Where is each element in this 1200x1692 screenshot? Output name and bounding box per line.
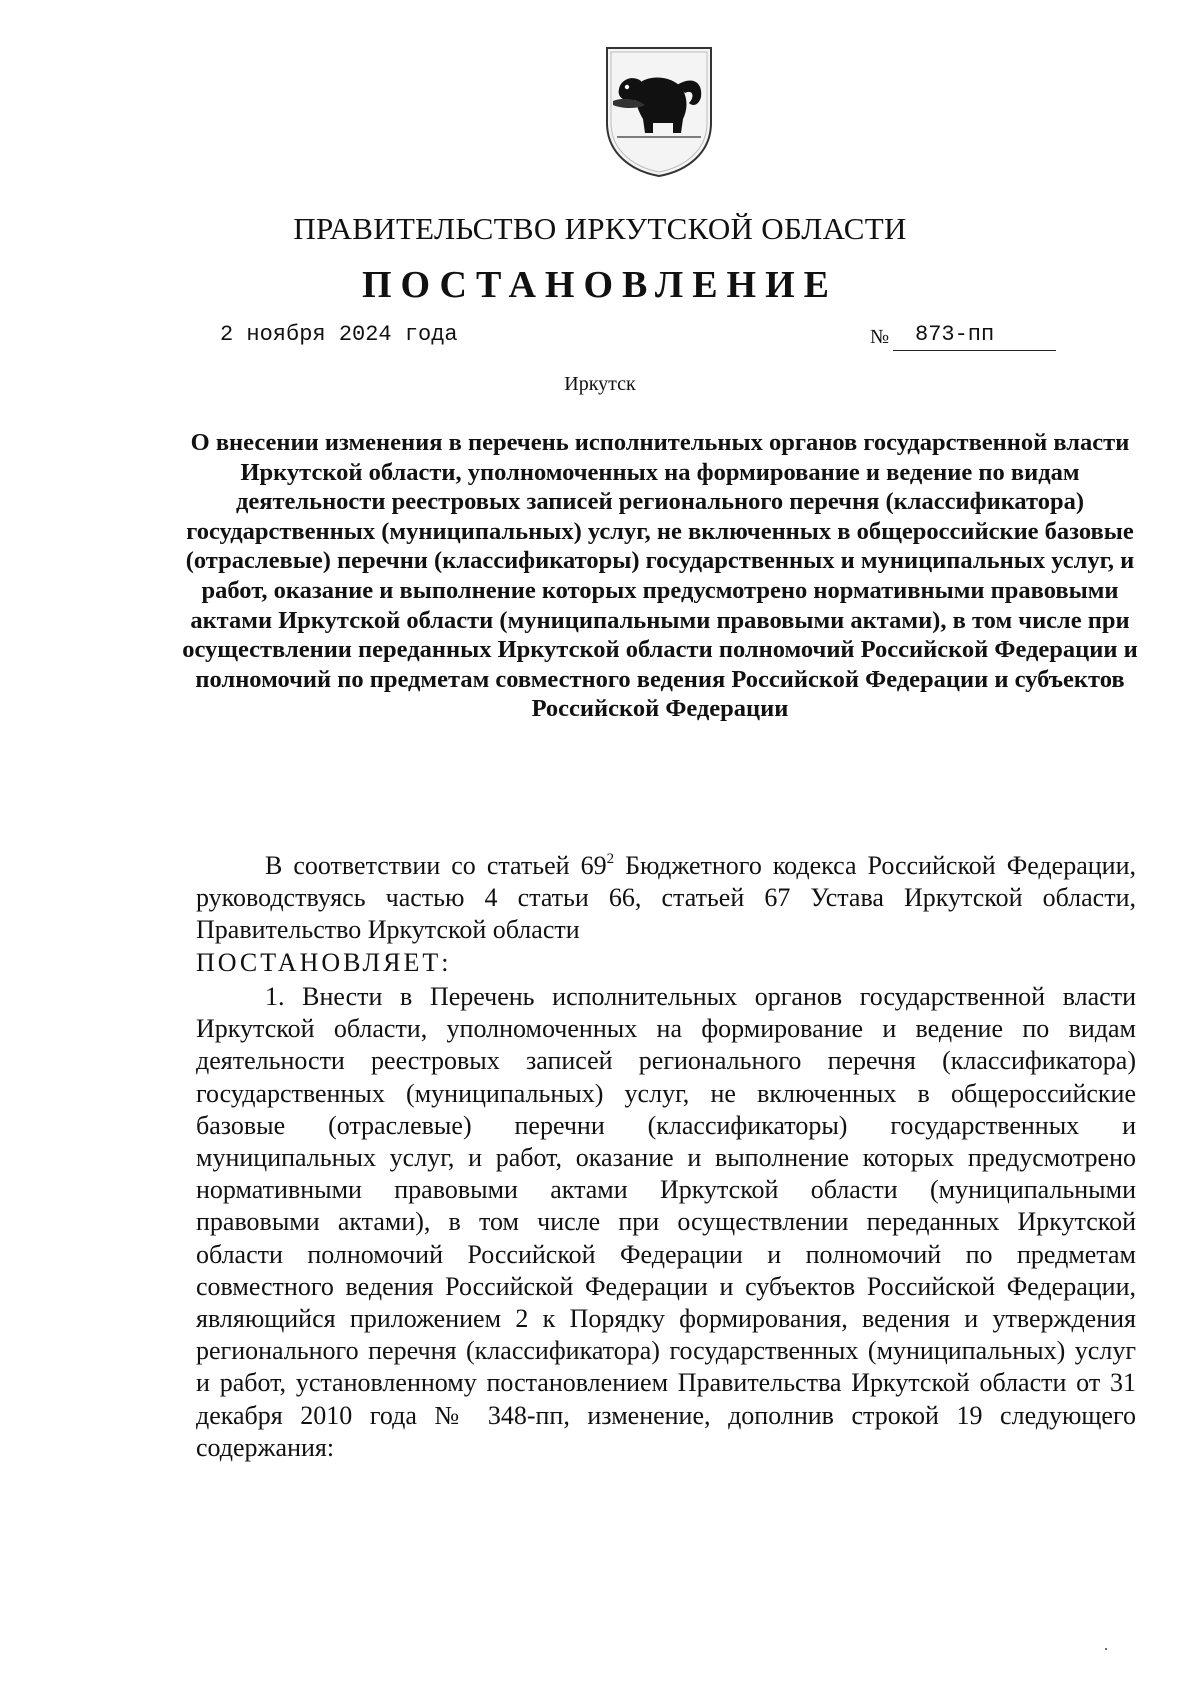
city: Иркутск [564,373,636,395]
document-date: 2 ноября 2024 года [220,322,458,347]
preamble-paragraph [196,850,1136,947]
government-name: ПРАВИТЕЛЬСТВО ИРКУТСКОЙ ОБЛАСТИ [293,211,907,246]
coat-of-arms-emblem [603,45,715,179]
article-superscript: 2 [606,851,615,867]
preamble-text-start: В соответствии со статьей 69 [265,851,607,880]
scan-speck [1105,1648,1107,1650]
preamble-text-end: Бюджетного кодекса Российской Федерации, руководствуясь частью 4 статьи 66, статьей 67 Устава Иркутской области, Правительство Иркутской области [196,851,1136,945]
clause-1-paragraph: 1. Внести в Перечень исполнительных органов государственной власти Иркутской области, уполномоченных на формирование и ведение по видам деятельности реестровых записей регионального перечня (классификатора) государственных (муниципальных) услуг, не включенных в общероссийские базовые (отраслевые) перечни (классификаторы) государственных и муниципальных услуг, и работ, оказание и выполнение которых предусмотрено нормативными правовыми актами Иркутской области (муниципальными правовыми актами), в том числе при осуществлении переданных Иркутской области полномочий Российской Федерации и полномочий по предметам совместного ведения Российской Федерации и субъектов Российской Федерации, являющийся приложением 2 к Порядку формирования, ведения и утверждения регионального перечня (классификатора) государственных (муниципальных) услуг и работ, установленному постановлением Правительства Иркутской области от 31 декабря 2010 года № 348-пп, изменение, дополнив строкой 19 следующего содержания: [196,982,1136,1462]
decrees-word: ПОСТАНОВЛЯЕТ: [196,948,452,977]
document-type: ПОСТАНОВЛЕНИЕ [361,264,839,306]
document-title: О внесении изменения в перечень исполнительных органов государственной власти Иркутской области, уполномоченных на формирование и ведение по видам деятельности реестровых записей регионального перечня (классификатора) государственных (муниципальных) услуг, не включенных в общероссийские базовые (отраслевые) перечни (классификаторы) государственных и муниципальных услуг, и работ, оказание и выполнение которых предусмотрено нормативными правовыми актами Иркутской области (муниципальными правовыми актами), в том числе при осуществлении переданных Иркутской области полномочий Российской Федерации и полномочий по предметам совместного ведения Российской Федерации и субъектов Российской Федерации [182,429,1138,723]
document-number: 873-пп [915,322,995,347]
number-sign: № [870,326,890,348]
number-underline [893,350,1056,351]
